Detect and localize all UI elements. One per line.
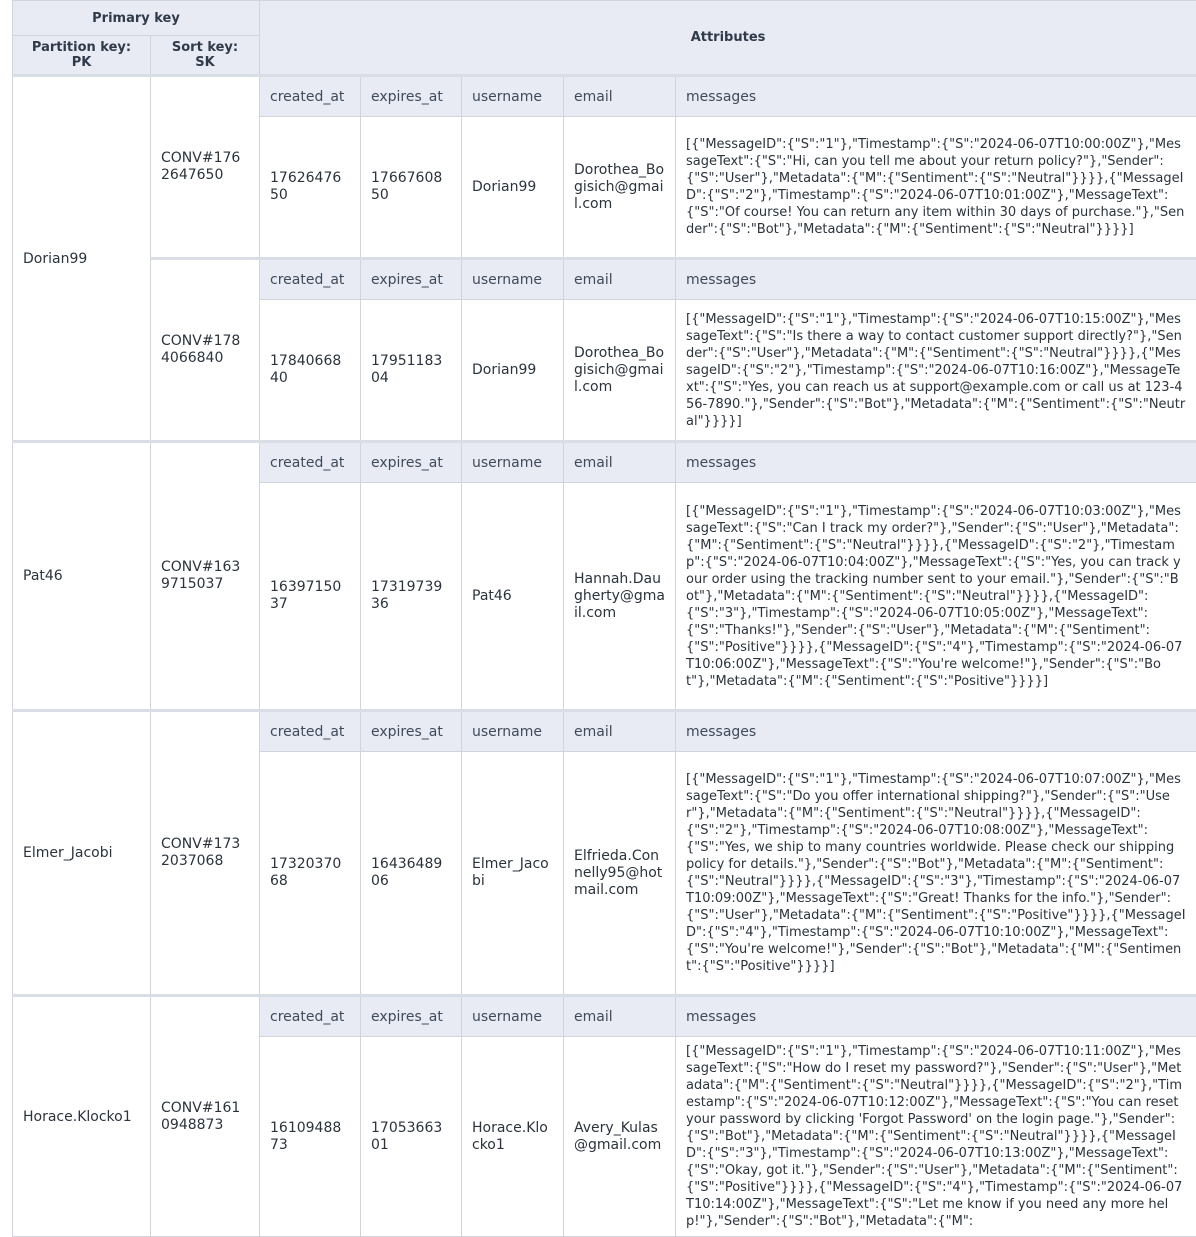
created-at-value[interactable]: 1639715037 — [260, 483, 361, 711]
attr-header-row — [13, 442, 1196, 483]
attr-name-email: email — [564, 442, 676, 483]
sort-key-cell[interactable]: CONV#1762647650 — [151, 76, 260, 259]
expires-at-value[interactable]: 1731973936 — [361, 483, 462, 711]
attr-name-expires-at: expires_at — [361, 76, 462, 117]
messages-value[interactable]: [{"MessageID":{"S":"1"},"Timestamp":{"S":"2024-06-07T10:15:00Z"},"MessageText":{"S":"Is there a way to contact customer support directly?"},"Sender":{"S":"User"},"Metadata":{"M":{"Sentiment":{"S":"Neutral"}}}},{"MessageID":{"S":"2"},"Timestamp":{"S":"2024-06-07T10:16:00Z"},"MessageText":{"S":"Yes, you can reach us at support@example.com or call us at 123-456-7890."},"Sender":{"S":"Bot"},"Metadata":{"M":{"Sentiment":{"S":"Neutral"}}}}] — [676, 300, 1196, 442]
attr-name-username: username — [462, 76, 564, 117]
username-value[interactable]: Dorian99 — [462, 117, 564, 259]
created-at-value[interactable]: 1784066840 — [260, 300, 361, 442]
email-value[interactable]: Hannah.Daugherty@gmail.com — [564, 483, 676, 711]
attr-name-username: username — [462, 259, 564, 300]
username-value[interactable]: Dorian99 — [462, 300, 564, 442]
username-value[interactable]: Pat46 — [462, 483, 564, 711]
attr-name-created-at: created_at — [260, 442, 361, 483]
sort-key-cell[interactable]: CONV#1610948873 — [151, 996, 260, 1237]
partition-key-cell[interactable]: Horace.Klocko1 — [13, 996, 151, 1237]
attr-name-email: email — [564, 996, 676, 1037]
attr-name-messages: messages — [676, 996, 1196, 1037]
email-value[interactable]: Dorothea_Bogisich@gmail.com — [564, 300, 676, 442]
dynamodb-table — [12, 0, 1196, 1237]
attr-header-row — [13, 711, 1196, 752]
partition-key-header: Partition key: PK — [13, 36, 151, 76]
attr-name-email: email — [564, 711, 676, 752]
expires-at-value[interactable]: 1705366301 — [361, 1037, 462, 1237]
username-value[interactable]: Elmer_Jacobi — [462, 752, 564, 996]
messages-value[interactable]: [{"MessageID":{"S":"1"},"Timestamp":{"S":"2024-06-07T10:11:00Z"},"MessageText":{"S":"How do I reset my password?"},"Sender":{"S":"User"},"Metadata":{"M":{"Sentiment":{"S":"Neutral"}}}},{"MessageID":{"S":"2"},"Timestamp":{"S":"2024-06-07T10:12:00Z"},"MessageText":{"S":"You can reset your password by clicking 'Forgot Password' on the login page."},"Sender":{"S":"Bot"},"Metadata":{"M":{"Sentiment":{"S":"Neutral"}}}},{"MessageID":{"S":"3"},"Timestamp":{"S":"2024-06-07T10:13:00Z"},"MessageText":{"S":"Okay, got it."},"Sender":{"S":"User"},"Metadata":{"M":{"Sentiment":{"S":"Positive"}}}},{"MessageID":{"S":"4"},"Timestamp":{"S":"2024-06-07T10:14:00Z"},"MessageText":{"S":"Let me know if you need any more help!"},"Sender":{"S":"Bot"},"Metadata":{"M": — [676, 1037, 1196, 1237]
attr-name-created-at: created_at — [260, 76, 361, 117]
expires-at-value[interactable]: 1643648906 — [361, 752, 462, 996]
attr-name-email: email — [564, 259, 676, 300]
attr-name-username: username — [462, 711, 564, 752]
partition-key-cell[interactable]: Elmer_Jacobi — [13, 711, 151, 996]
attr-name-created-at: created_at — [260, 711, 361, 752]
sort-key-cell[interactable]: CONV#1784066840 — [151, 259, 260, 442]
attr-name-expires-at: expires_at — [361, 711, 462, 752]
expires-at-value[interactable]: 1766760850 — [361, 117, 462, 259]
partition-key-cell[interactable]: Pat46 — [13, 442, 151, 711]
sort-key-header: Sort key: SK — [151, 36, 260, 76]
attr-name-expires-at: expires_at — [361, 442, 462, 483]
attr-name-username: username — [462, 996, 564, 1037]
messages-value[interactable]: [{"MessageID":{"S":"1"},"Timestamp":{"S":"2024-06-07T10:00:00Z"},"MessageText":{"S":"Hi, can you tell me about your return policy?"},"Sender":{"S":"User"},"Metadata":{"M":{"Sentiment":{"S":"Neutral"}}}},{"MessageID":{"S":"2"},"Timestamp":{"S":"2024-06-07T10:01:00Z"},"MessageText":{"S":"Of course! You can return any item within 30 days of purchase."},"Sender":{"S":"Bot"},"Metadata":{"M":{"Sentiment":{"S":"Neutral"}}}}] — [676, 117, 1196, 259]
created-at-value[interactable]: 1732037068 — [260, 752, 361, 996]
primary-key-header: Primary key — [13, 1, 260, 36]
messages-value[interactable]: [{"MessageID":{"S":"1"},"Timestamp":{"S":"2024-06-07T10:07:00Z"},"MessageText":{"S":"Do you offer international shipping?"},"Sender":{"S":"User"},"Metadata":{"M":{"Sentiment":{"S":"Neutral"}}}},{"MessageID":{"S":"2"},"Timestamp":{"S":"2024-06-07T10:08:00Z"},"MessageText":{"S":"Yes, we ship to many countries worldwide. Please check our shipping policy for details."},"Sender":{"S":"Bot"},"Metadata":{"M":{"Sentiment":{"S":"Neutral"}}}},{"MessageID":{"S":"3"},"Timestamp":{"S":"2024-06-07T10:09:00Z"},"MessageText":{"S":"Great! Thanks for the info."},"Sender":{"S":"User"},"Metadata":{"M":{"Sentiment":{"S":"Positive"}}}},{"MessageID":{"S":"4"},"Timestamp":{"S":"2024-06-07T10:10:00Z"},"MessageText":{"S":"You're welcome!"},"Sender":{"S":"Bot"},"Metadata":{"M":{"Sentiment":{"S":"Positive"}}}}] — [676, 752, 1196, 996]
attr-name-username: username — [462, 442, 564, 483]
attr-name-expires-at: expires_at — [361, 259, 462, 300]
attr-name-created-at: created_at — [260, 259, 361, 300]
partition-key-cell[interactable]: Dorian99 — [13, 76, 151, 442]
attr-name-created-at: created_at — [260, 996, 361, 1037]
messages-value[interactable]: [{"MessageID":{"S":"1"},"Timestamp":{"S":"2024-06-07T10:03:00Z"},"MessageText":{"S":"Can I track my order?"},"Sender":{"S":"User"},"Metadata":{"M":{"Sentiment":{"S":"Neutral"}}}},{"MessageID":{"S":"2"},"Timestamp":{"S":"2024-06-07T10:04:00Z"},"MessageText":{"S":"Yes, you can track your order using the tracking number sent to your email."},"Sender":{"S":"Bot"},"Metadata":{"M":{"Sentiment":{"S":"Neutral"}}}},{"MessageID":{"S":"3"},"Timestamp":{"S":"2024-06-07T10:05:00Z"},"MessageText":{"S":"Thanks!"},"Sender":{"S":"User"},"Metadata":{"M":{"Sentiment":{"S":"Positive"}}}},{"MessageID":{"S":"4"},"Timestamp":{"S":"2024-06-07T10:06:00Z"},"MessageText":{"S":"You're welcome!"},"Sender":{"S":"Bot"},"Metadata":{"M":{"Sentiment":{"S":"Positive"}}}}] — [676, 483, 1196, 711]
email-value[interactable]: Elfrieda.Connelly95@hotmail.com — [564, 752, 676, 996]
attr-name-messages: messages — [676, 711, 1196, 752]
attributes-header: Attributes — [260, 1, 1196, 76]
username-value[interactable]: Horace.Klocko1 — [462, 1037, 564, 1237]
attr-name-messages: messages — [676, 442, 1196, 483]
attr-name-email: email — [564, 76, 676, 117]
expires-at-value[interactable]: 1795118304 — [361, 300, 462, 442]
attr-name-messages: messages — [676, 259, 1196, 300]
attr-header-row — [13, 76, 1196, 117]
created-at-value[interactable]: 1610948873 — [260, 1037, 361, 1237]
attr-name-expires-at: expires_at — [361, 996, 462, 1037]
email-value[interactable]: Dorothea_Bogisich@gmail.com — [564, 117, 676, 259]
created-at-value[interactable]: 1762647650 — [260, 117, 361, 259]
header-row-top — [13, 1, 1196, 36]
sort-key-cell[interactable]: CONV#1732037068 — [151, 711, 260, 996]
attr-header-row — [13, 996, 1196, 1037]
email-value[interactable]: Avery_Kulas@gmail.com — [564, 1037, 676, 1237]
attr-header-row — [13, 259, 1196, 300]
sort-key-cell[interactable]: CONV#1639715037 — [151, 442, 260, 711]
attr-name-messages: messages — [676, 76, 1196, 117]
